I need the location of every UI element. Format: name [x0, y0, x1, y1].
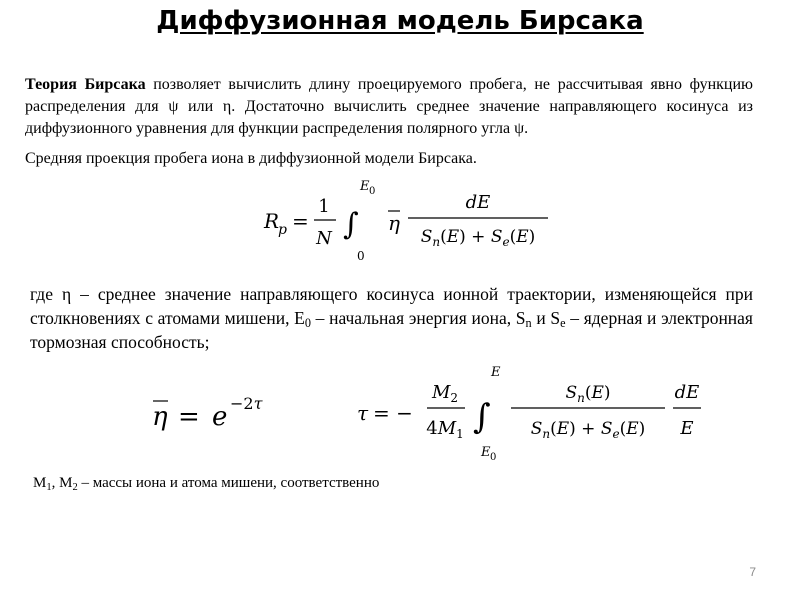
svg-text:N: N — [316, 228, 332, 249]
formula-tau — [355, 360, 715, 464]
paragraph-mean-projection: Средняя проекция пробега иона в диффузионной модели Бирсака. — [25, 150, 477, 167]
svg-text:=: = — [178, 402, 200, 432]
svg-text:Sn(E): $S_n(E)$ — [565, 383, 611, 405]
svg-text:0: 0 — [490, 452, 497, 463]
svg-text:=: = — [292, 209, 309, 233]
svg-text:4M1: $4M_1$ — [426, 418, 464, 441]
svg-text:E: E — [680, 418, 694, 439]
svg-text:dE: dE — [465, 192, 491, 213]
formula-projected-range — [260, 172, 560, 264]
svg-text:η: η — [152, 402, 168, 432]
svg-text:p: p — [278, 222, 287, 238]
svg-text:E: E — [360, 179, 370, 194]
page-number: 7 — [749, 565, 756, 579]
svg-text:E: E — [481, 445, 491, 460]
paragraph-text: позволяет вычислить длину проецируемого пробега, не рассчитывая явно функцию распределения для ψ или η. Достаточно вычислить среднее значение направляющего косинуса из диффузионного уравнения для функции распределения полярного угла ψ. — [25, 76, 753, 137]
svg-text:dE: dE — [674, 382, 700, 403]
svg-text:1: 1 — [318, 196, 330, 217]
svg-text:= −: = − — [373, 401, 413, 425]
svg-text:η: η — [388, 211, 400, 235]
svg-text:E: E — [491, 365, 501, 380]
bold-lead-text: Теория Бирсака — [25, 76, 146, 93]
svg-text:0: 0 — [369, 186, 376, 197]
svg-text:Sn(E) + Se(E): $S_n(E) + S_e(E)$ — [530, 419, 646, 441]
svg-text:0: 0 — [357, 249, 365, 263]
paragraph-definitions: где η – среднее значение направляющего косинуса ионной траектории, изменяющейся при столкновениях с атомами мишени, $E_0$ – начальная энергия иона, $S_n$ и $S_e$ – ядерная и электронная тормозная способность; — [30, 284, 753, 352]
formula-eta — [150, 385, 290, 445]
svg-text:R: R — [264, 209, 280, 233]
svg-text:Sn(E) + Se(E): $S_n(E) + S_e(E)$ — [420, 227, 536, 249]
svg-text:−2τ: −2τ — [230, 394, 263, 413]
svg-text:M2: $M_2$ — [431, 382, 459, 405]
paragraph-masses: $M_1$, $M_2$ – массы иона и атома мишени, соответственно — [33, 475, 380, 493]
svg-text:τ: τ — [357, 401, 369, 425]
paragraph-birsak-theory — [25, 74, 753, 140]
page-title: Диффузионная модель Бирсака — [156, 6, 644, 36]
svg-text:∫: ∫ — [343, 207, 359, 242]
svg-text:∫: ∫ — [473, 397, 491, 437]
svg-text:e: e — [212, 402, 228, 432]
